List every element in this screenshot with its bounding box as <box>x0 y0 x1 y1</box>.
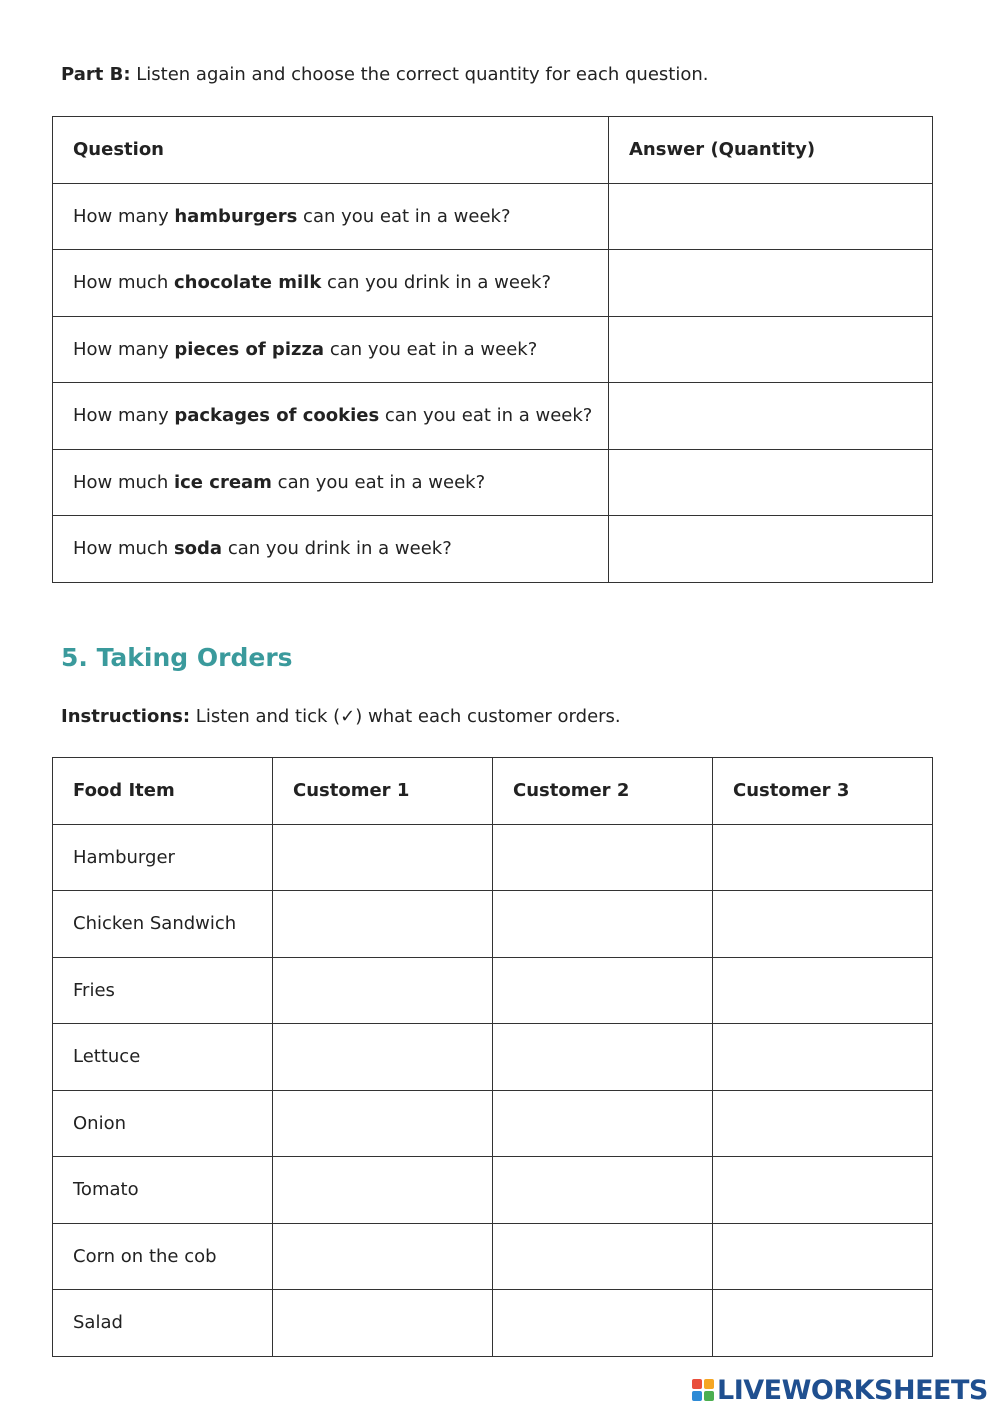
tick-cell-customer-2[interactable] <box>493 891 713 958</box>
tick-cell-customer-3[interactable] <box>713 957 933 1024</box>
question-keyword: ice cream <box>173 471 272 493</box>
logo-text: LIVEWORKSHEETS <box>717 1374 988 1406</box>
header-customer-2: Customer 2 <box>493 758 713 825</box>
answer-cell[interactable] <box>609 250 933 317</box>
table-header-row <box>53 758 933 825</box>
question-cell <box>53 449 609 516</box>
instructions-label: Instructions: <box>61 706 191 727</box>
table-row <box>53 250 933 317</box>
food-item-cell: Tomato <box>53 1157 273 1224</box>
tick-cell-customer-3[interactable] <box>713 1024 933 1091</box>
tick-cell-customer-3[interactable] <box>713 1290 933 1357</box>
table-row <box>53 891 933 958</box>
table-row <box>53 824 933 891</box>
tick-cell-customer-1[interactable] <box>273 1223 493 1290</box>
tick-cell-customer-3[interactable] <box>713 1090 933 1157</box>
food-item-cell: Onion <box>53 1090 273 1157</box>
question-keyword: hamburgers <box>174 205 298 227</box>
tick-cell-customer-2[interactable] <box>493 1157 713 1224</box>
food-item-cell: Salad <box>53 1290 273 1357</box>
tick-cell-customer-1[interactable] <box>273 957 493 1024</box>
header-customer-1: Customer 1 <box>273 758 493 825</box>
table-row <box>53 183 933 250</box>
tick-cell-customer-2[interactable] <box>493 1223 713 1290</box>
part-b-text: Listen again and choose the correct quantity for each question. <box>130 64 709 85</box>
question-keyword: pieces of pizza <box>174 338 325 360</box>
question-keyword: packages of cookies <box>174 405 380 427</box>
answer-cell[interactable] <box>609 316 933 383</box>
question-cell <box>53 250 609 317</box>
tick-cell-customer-2[interactable] <box>493 957 713 1024</box>
table-row <box>53 1223 933 1290</box>
question-text: can you eat in a week? <box>324 338 538 360</box>
question-text: How much <box>73 272 174 294</box>
question-text: can you drink in a week? <box>222 538 452 560</box>
table-row <box>53 516 933 583</box>
food-item-cell: Lettuce <box>53 1024 273 1091</box>
food-item-cell: Fries <box>53 957 273 1024</box>
table-row <box>53 1024 933 1091</box>
table-row <box>53 449 933 516</box>
quantity-table <box>52 116 933 583</box>
orders-table <box>52 757 933 1357</box>
answer-cell[interactable] <box>609 183 933 250</box>
table-row <box>53 316 933 383</box>
section-title: 5. Taking Orders <box>61 643 293 672</box>
answer-cell[interactable] <box>609 383 933 450</box>
header-food-item: Food Item <box>53 758 273 825</box>
question-text: How many <box>73 405 175 427</box>
question-text: can you eat in a week? <box>271 471 486 493</box>
liveworksheets-logo-icon <box>692 1379 714 1401</box>
question-cell <box>53 383 609 450</box>
table-row <box>53 383 933 450</box>
question-cell <box>53 316 609 383</box>
question-text: can you drink in a week? <box>321 272 552 294</box>
question-cell <box>53 183 609 250</box>
tick-cell-customer-1[interactable] <box>273 1024 493 1091</box>
tick-cell-customer-1[interactable] <box>273 891 493 958</box>
tick-cell-customer-3[interactable] <box>713 1223 933 1290</box>
question-text: How many <box>73 205 175 227</box>
question-text: How much <box>73 538 174 560</box>
table-row <box>53 957 933 1024</box>
tick-cell-customer-2[interactable] <box>493 824 713 891</box>
food-item-cell: Corn on the cob <box>53 1223 273 1290</box>
instructions-text: Listen and tick (✓) what each customer orders. <box>190 706 621 727</box>
tick-cell-customer-3[interactable] <box>713 824 933 891</box>
part-b-instructions <box>61 62 709 88</box>
answer-cell[interactable] <box>609 516 933 583</box>
tick-cell-customer-3[interactable] <box>713 891 933 958</box>
question-cell <box>53 516 609 583</box>
liveworksheets-logo[interactable] <box>692 1374 988 1406</box>
question-keyword: chocolate milk <box>173 272 322 294</box>
tick-cell-customer-2[interactable] <box>493 1024 713 1091</box>
table-header-row <box>53 117 933 184</box>
header-question: Question <box>53 117 609 184</box>
food-item-cell: Hamburger <box>53 824 273 891</box>
table-row <box>53 1157 933 1224</box>
table-row <box>53 1290 933 1357</box>
tick-cell-customer-1[interactable] <box>273 1090 493 1157</box>
orders-instructions <box>61 704 621 730</box>
answer-cell[interactable] <box>609 449 933 516</box>
tick-cell-customer-1[interactable] <box>273 1157 493 1224</box>
tick-cell-customer-2[interactable] <box>493 1090 713 1157</box>
header-customer-3: Customer 3 <box>713 758 933 825</box>
tick-cell-customer-1[interactable] <box>273 824 493 891</box>
tick-cell-customer-1[interactable] <box>273 1290 493 1357</box>
tick-cell-customer-2[interactable] <box>493 1290 713 1357</box>
question-text: How many <box>73 338 175 360</box>
part-b-label: Part B: <box>61 64 131 85</box>
table-row <box>53 1090 933 1157</box>
food-item-cell: Chicken Sandwich <box>53 891 273 958</box>
question-text: can you eat in a week? <box>379 405 593 427</box>
question-keyword: soda <box>173 538 223 560</box>
question-text: can you eat in a week? <box>297 205 511 227</box>
question-text: How much <box>73 471 174 493</box>
tick-cell-customer-3[interactable] <box>713 1157 933 1224</box>
header-answer: Answer (Quantity) <box>609 117 933 184</box>
